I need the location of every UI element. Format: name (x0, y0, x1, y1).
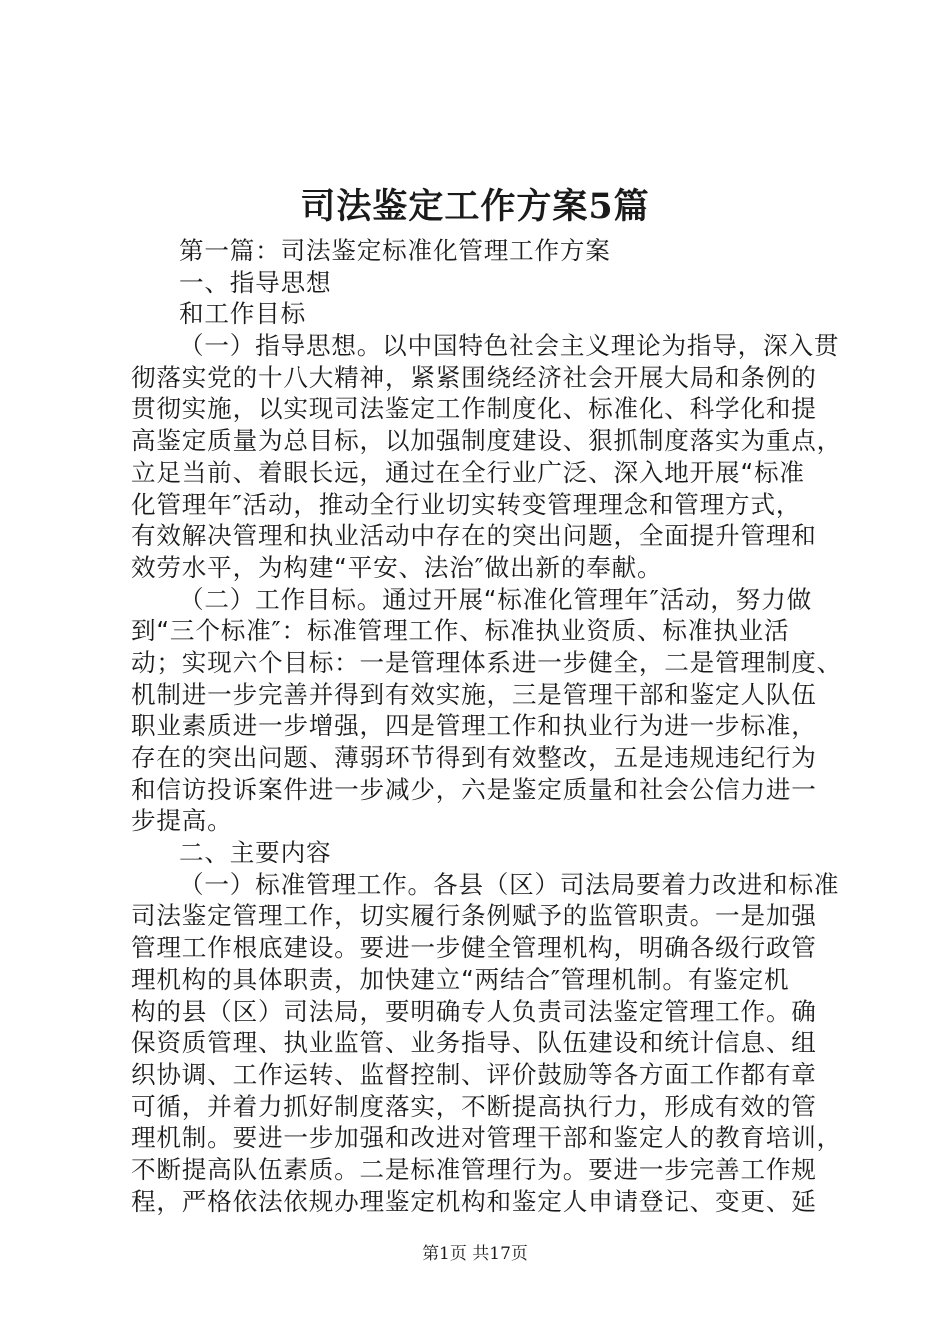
paragraph-line: 保资质管理、执业监管、业务指导、队伍建设和统计信息、组 (131, 1028, 817, 1058)
paragraph-line: 理机构的具体职责，加快建立“两结合″管理机制。有鉴定机 (131, 964, 790, 994)
paragraph-line: 到“三个标准″：标准管理工作、标准执业资质、标准执业活 (131, 616, 790, 646)
paragraph-line: 不断提高队伍素质。二是标准管理行为。要进一步完善工作规 (131, 1154, 817, 1184)
paragraph-line: 步提高。 (131, 806, 233, 836)
paragraph-line: 程，严格依法依规办理鉴定机构和鉴定人申请登记、变更、延 (131, 1186, 817, 1216)
paragraph-line: 理机制。要进一步加强和改进对管理干部和鉴定人的教育培训， (131, 1123, 843, 1153)
paragraph-line: 管理工作根底建设。要进一步健全管理机构，明确各级行政管 (131, 933, 817, 963)
paragraph-line: 可循，并着力抓好制度落实，不断提高执行力，形成有效的管 (131, 1091, 817, 1121)
paragraph-line: 职业素质进一步增强，四是管理工作和执业行为进一步标准， (131, 711, 817, 741)
paragraph-line: 一、指导思想 (179, 267, 332, 297)
paragraph-line: 效劳水平，为构建“平安、法治″做出新的奉献。 (131, 552, 663, 582)
paragraph-line: （二）工作目标。通过开展“标准化管理年″活动，努力做 (179, 584, 812, 614)
paragraph-line: （一）标准管理工作。各县（区）司法局要着力改进和标准 (179, 869, 840, 899)
page-footer: 第1页 共17页 (422, 1244, 528, 1264)
paragraph-line: 存在的突出问题、薄弱环节得到有效整改，五是违规违纪行为 (131, 743, 817, 772)
paragraph-line: 司法鉴定管理工作，切实履行条例赋予的监管职责。一是加强 (131, 901, 817, 931)
paragraph-line: 动；实现六个目标：一是管理体系进一步健全，二是管理制度、 (131, 647, 843, 677)
paragraph-line: 立足当前、着眼长远，通过在全行业广泛、深入地开展“标准 (131, 457, 805, 487)
paragraph-line: 机制进一步完善并得到有效实施，三是管理干部和鉴定人队伍 (131, 679, 817, 709)
paragraph-line: 和信访投诉案件进一步减少，六是鉴定质量和社会公信力进一 (131, 774, 817, 804)
paragraph-line: 有效解决管理和执业活动中存在的突出问题，全面提升管理和 (131, 521, 817, 551)
document-title: 司法鉴定工作方案5篇 (300, 186, 650, 227)
paragraph-line: 二、主要内容 (179, 838, 332, 868)
paragraph-line: 第一篇：司法鉴定标准化管理工作方案 (179, 236, 611, 265)
paragraph-line: 彻落实党的十八大精神，紧紧围绕经济社会开展大局和条例的 (131, 362, 817, 392)
document-body (131, 235, 843, 1217)
paragraph-line: 化管理年″活动，推动全行业切实转变管理理念和管理方式， (131, 489, 802, 519)
paragraph-line: 构的县（区）司法局，要明确专人负责司法鉴定管理工作。确 (131, 996, 817, 1026)
paragraph-line: 织协调、工作运转、监督控制、评价鼓励等各方面工作都有章 (131, 1059, 817, 1089)
paragraph-line: 和工作目标 (179, 299, 306, 329)
paragraph-line: 高鉴定质量为总目标，以加强制度建设、狠抓制度落实为重点， (131, 426, 843, 456)
paragraph-line: （一）指导思想。以中国特色社会主义理论为指导，深入贯 (179, 331, 840, 361)
paragraph-line: 贯彻实施，以实现司法鉴定工作制度化、标准化、科学化和提 (131, 394, 817, 424)
